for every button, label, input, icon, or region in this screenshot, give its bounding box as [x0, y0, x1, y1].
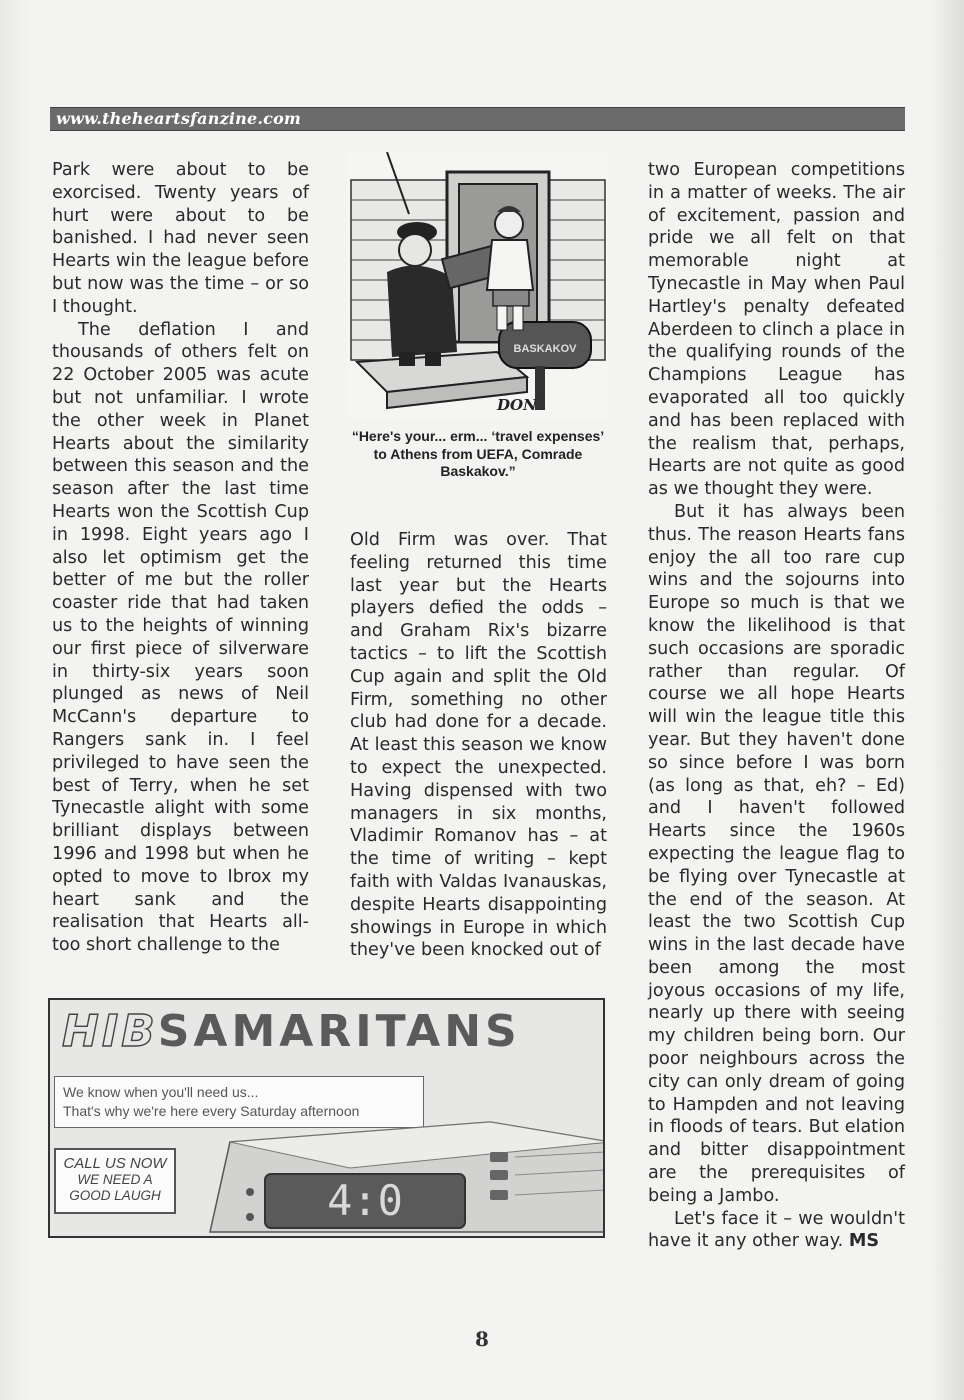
column-3	[648, 159, 905, 1253]
advert-title	[62, 1006, 521, 1057]
cartoon-caption: “Here's your... erm... ‘travel expenses’ to Athens from UEFA, Comrade Baskakov.”	[351, 428, 605, 479]
paragraph: The deflation I and thousands of others felt on 22 October 2005 was acute but not unfamiliar. I wrote the other week in Planet Hearts about the similarity between this season and the season after the last time Hearts won the Scottish Cup in 1998. Eight years ago I also let optimism get the better of me but the roller coaster ride that had taken us to the heights of winning our first piece of silverware in thirty-six years soon plunged as news of Neil McCann's departure to Rangers sank in. I feel privileged to have seen the best of Terry, when he set Tynecastle alight with some brilliant displays between 1996 and 1998 but when he opted to move to Ibrox my heart sank and the realisation that Hearts all-too short challenge to the	[52, 319, 309, 956]
site-url[interactable]: www.theheartsfanzine.com	[56, 109, 302, 128]
cartoon-illustration	[347, 152, 609, 420]
advert-call-box	[54, 1148, 176, 1214]
advert-tagline-1: We know when you'll need us...	[63, 1084, 259, 1100]
paragraph	[648, 1208, 905, 1254]
paragraph: But it has always been thus. The reason Hearts fans enjoy the all too rare cup wins and the sojourns into Europe so much is that we know the likelihood is that such occasions are sporadic rather than regular. Of course we all hope Hearts will win the league title this year. But they haven't done so since before I was born (as long as that, eh? – Ed) and I haven't followed Hearts since the 1960s expecting the league flag to be flying over Tynecastle at the end of the season. At least the two Scottish Cup wins in the last decade have been among the most joyous occasions of my life, nearly up there with seeing my children being born. Our poor neighbours across the city can only dream of going to Hampden and not leaving in floods of tears. But elation and bitter disappointment are the prerequisites of being a Jambo.	[648, 501, 905, 1206]
closing-line: Let's face it – we wouldn't have it any other way.	[648, 1208, 905, 1252]
advert-need-line1: WE NEED A	[77, 1172, 153, 1187]
clock-radio-illustration	[190, 1082, 605, 1238]
advert-call-now: CALL US NOW	[63, 1155, 167, 1172]
clock-display: 4:0	[327, 1176, 403, 1225]
column-2	[350, 529, 607, 962]
advert-tagline-2: That's why we're here every Saturday afternoon	[63, 1103, 360, 1119]
advert-need-line2: GOOD LAUGH	[69, 1188, 161, 1203]
column-1	[52, 159, 309, 957]
hib-samaritans-advert	[48, 998, 605, 1238]
header-bar	[50, 107, 905, 131]
mailbox-label: BASKAKOV	[513, 343, 577, 355]
cartoon-drawing	[347, 152, 609, 420]
paragraph: Old Firm was over. That feeling returned this time last year but the Hearts players defied the odds – and Graham Rix's bizarre tactics – to lift the Scottish Cup again and split the Old Firm, something no other club had done for a decade. At least this season we know to expect the unexpected. Having dispensed with two managers in six months, Vladimir Romanov has – at the time of writing – kept faith with Valdas Ivanauskas, despite Hearts disappointing showings in Europe in which they've been knocked out of	[350, 530, 607, 961]
advert-title-part1: HIB	[62, 1006, 158, 1057]
author-initials: MS	[848, 1231, 879, 1252]
paragraph: two European competitions in a matter of weeks. The air of excitement, passion and pride we all felt on that memorable night at Tynecastle in May when Paul Hartley's penalty defeated Aberdeen to clinch a place in the qualifying rounds of the Champions League has evaporated all too quickly and has been replaced with the realism that, perhaps, Hearts are not quite as good as we thought they were.	[648, 160, 905, 500]
artist-signature: DON	[497, 396, 537, 414]
advert-title-part2: SAMARITANS	[157, 1006, 521, 1057]
page-number: 8	[475, 1327, 489, 1351]
paragraph: Park were about to be exorcised. Twenty years of hurt were about to be banished. I had never seen Hearts win the league before but now was the time – or so I thought.	[52, 160, 309, 317]
